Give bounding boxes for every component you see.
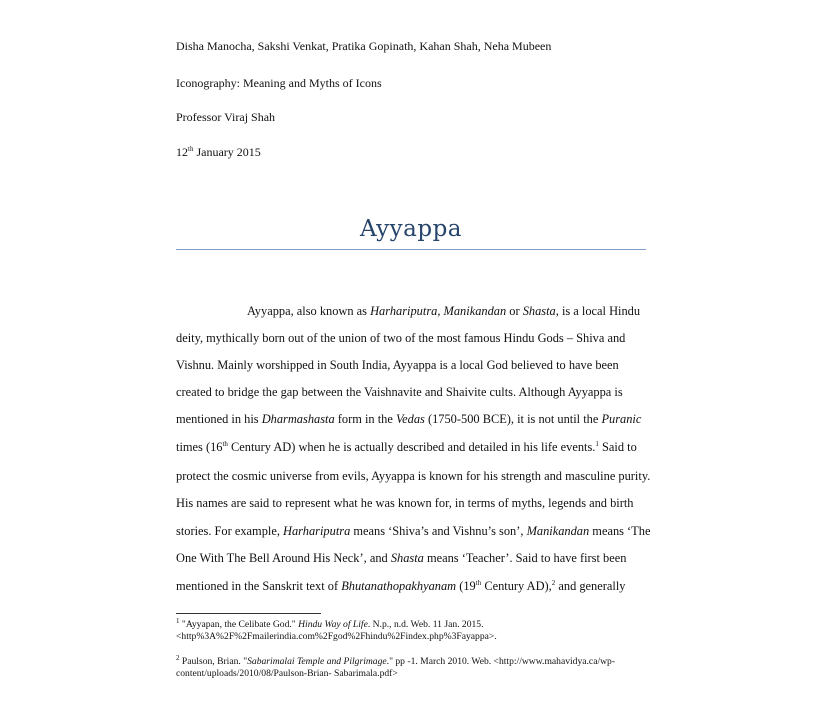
- date-line: [176, 145, 261, 159]
- text-run: Ayyappa, also known as: [247, 304, 371, 318]
- text-run: Century AD) when he is actually described and detailed in his life events.: [227, 440, 596, 454]
- body-line-11: [176, 579, 625, 593]
- body-line-9: [176, 524, 650, 538]
- date-rest: January 2015: [193, 145, 261, 159]
- italic-run: Manikandan: [526, 524, 590, 538]
- professor-line: Professor Viraj Shah: [176, 110, 276, 124]
- text-run: form in the: [334, 412, 396, 426]
- italic-run: Shasta: [390, 551, 424, 565]
- text-run: , is a local Hindu: [555, 304, 641, 318]
- footnote-number: 2: [176, 653, 180, 662]
- italic-run: Dharmashasta: [261, 412, 335, 426]
- text-run: stories. For example,: [176, 524, 284, 538]
- text-run: Paulson, Brian. ": [179, 656, 248, 667]
- text-run: means ‘Teacher’. Said to have first been: [423, 551, 627, 565]
- text-run: (19: [456, 579, 476, 593]
- body-line-6: [176, 440, 637, 454]
- text-run: times (16: [176, 440, 223, 454]
- body-line-4: created to bridge the gap between the Vaishnavite and Shaivite cults. Although Ayyappa is: [176, 385, 623, 399]
- body-line-3: Vishnu. Mainly worshipped in South India, Ayyappa is a local God believed to have been: [176, 358, 619, 372]
- course-line: Iconography: Meaning and Myths of Icons: [176, 76, 382, 90]
- text-run: (1750-500 BCE), it is not until the: [424, 412, 602, 426]
- body-line-8: His names are said to represent what he was known for, in terms of myths, legends and birth: [176, 496, 634, 510]
- italic-run: Puranic: [601, 412, 642, 426]
- footnote-separator: [176, 613, 321, 614]
- text-run: mentioned in the Sanskrit text of: [176, 579, 342, 593]
- footnote-2-line-2: content/uploads/2010/08/Paulson-Brian- Sabarimala.pdf>: [176, 668, 398, 679]
- document-title: Ayyappa: [359, 216, 463, 242]
- footnote-2-line-1: [176, 653, 616, 668]
- footnote-ref-2: 2: [551, 578, 556, 587]
- italic-run: Bhutanathopakhyanam: [341, 579, 457, 593]
- text-run: means ‘The: [589, 524, 651, 538]
- body-line-10: [176, 551, 626, 565]
- text-run: or: [506, 304, 523, 318]
- italic-run: Sabarimalai Temple and Pilgrimage: [247, 656, 387, 667]
- footnote-1-line-1: [176, 616, 484, 631]
- footnote-number: 1: [176, 616, 180, 625]
- text-run: Century AD),: [481, 579, 552, 593]
- superscript: th: [475, 578, 482, 587]
- text-run: means ‘Shiva’s and Vishnu’s son’,: [350, 524, 527, 538]
- text-run: One With The Bell Around His Neck’, and: [176, 551, 391, 565]
- text-run: mentioned in his: [176, 412, 262, 426]
- text-run: and generally: [555, 579, 626, 593]
- italic-run: Shasta: [522, 304, 556, 318]
- body-line-5: [176, 412, 641, 426]
- text-run: Said to: [598, 440, 637, 454]
- footnote-ref-1: 1: [595, 439, 599, 448]
- date-suffix: th: [188, 145, 194, 153]
- date-day: 12: [176, 145, 188, 159]
- body-line-7: protect the cosmic universe from evils, Ayyappa is known for his strength and masculine purity.: [176, 469, 651, 483]
- footnote-1-line-2: <http%3A%2F%2Fmailerindia.com%2Fgod%2Fhindu%2Findex.php%3Fayappa>.: [176, 631, 497, 642]
- title-underline: [176, 249, 646, 250]
- italic-run: Hindu Way of Life: [298, 619, 368, 630]
- superscript: th: [222, 439, 228, 448]
- text-run: ." pp -1. March 2010. Web. <http://www.mahavidya.ca/wp-: [386, 656, 616, 667]
- italic-run: Vedas: [395, 412, 425, 426]
- italic-run: Harhariputra: [283, 524, 351, 538]
- italic-run: Harhariputra, Manikandan: [370, 304, 507, 318]
- text-run: . N.p., n.d. Web. 11 Jan. 2015.: [367, 619, 484, 630]
- body-line-2: deity, mythically born out of the union of two of the most famous Hindu Gods – Shiva and: [176, 331, 626, 345]
- authors-line: Disha Manocha, Sakshi Venkat, Pratika Gopinath, Kahan Shah, Neha Mubeen: [176, 39, 552, 53]
- body-line-1: [247, 304, 640, 318]
- text-run: "Ayyapan, the Celibate God.": [179, 619, 299, 630]
